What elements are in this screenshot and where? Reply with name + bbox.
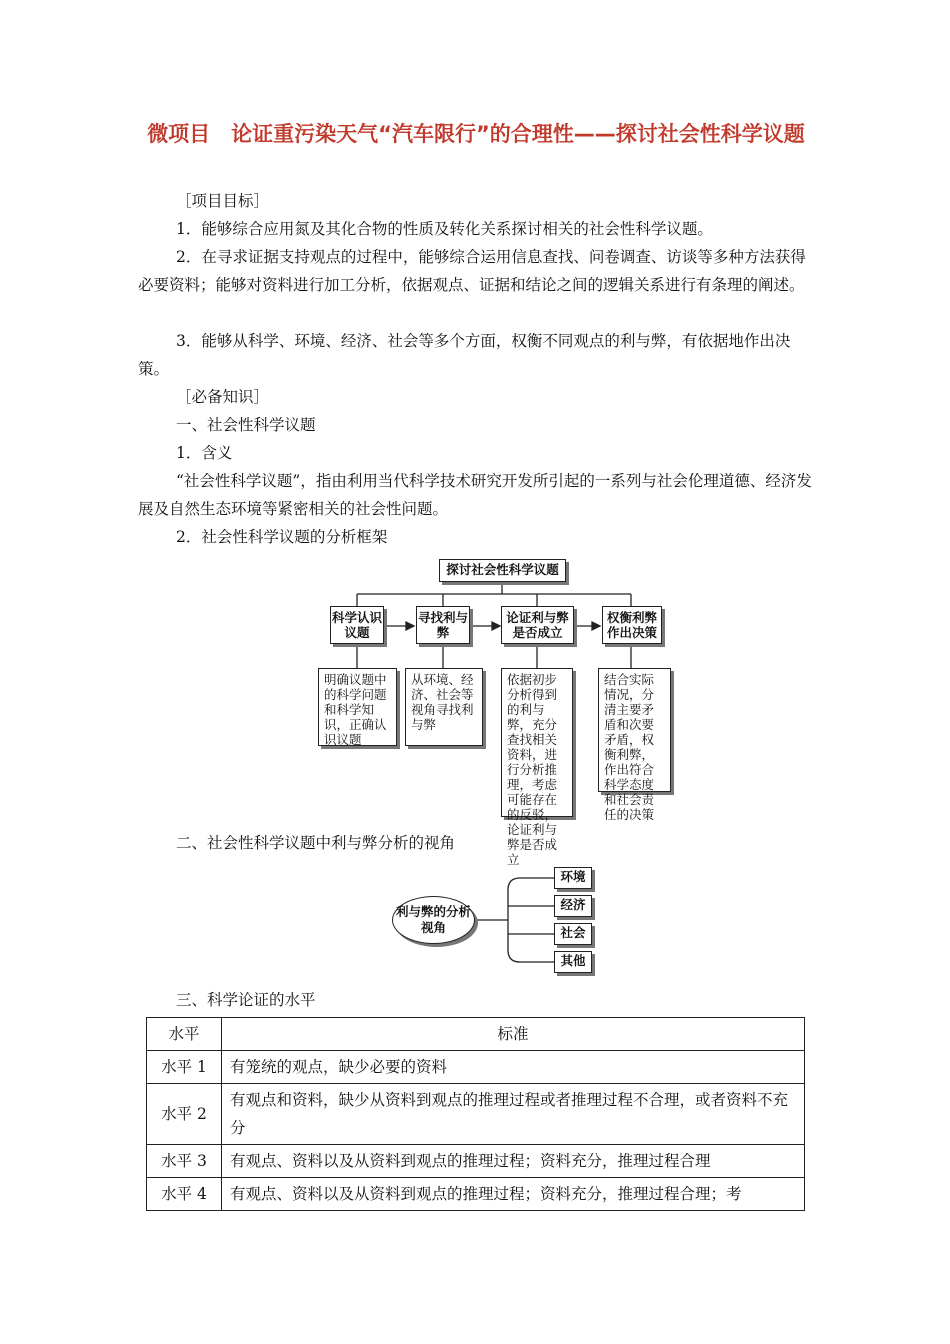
framework-root-box: 探讨社会性科学议题 bbox=[439, 559, 566, 582]
framework-detail-decide: 结合实际情况，分清主要矛盾和次要矛盾，权衡利弊，作出符合科学态度和社会责任的决策 bbox=[598, 668, 671, 792]
framework-step-argue: 论证利与弊是否成立 bbox=[501, 606, 574, 644]
framework-detail-understand: 明确议题中的科学问题和科学知识，正确认识议题 bbox=[318, 668, 397, 746]
section-3-heading: 三、科学论证的水平 bbox=[176, 991, 316, 1009]
argument-level-table bbox=[146, 1017, 805, 1211]
sub-heading-meaning: 1．含义 bbox=[176, 444, 233, 462]
table-cell-standard: 有观点、资料以及从资料到观点的推理过程；资料充分，推理过程合理 bbox=[222, 1145, 805, 1178]
definition-paragraph: “社会性科学议题”，指由利用当代科学技术研究开发所引起的一系列与社会伦理道德、经济发展及自然生态环境等紧密相关的社会性问题。 bbox=[138, 472, 812, 518]
goal-item-2: 2．在寻求证据支持观点的过程中，能够综合运用信息查找、问卷调查、访谈等多种方法获得必要资料；能够对资料进行加工分析，依据观点、证据和结论之间的逻辑关系进行有条理的阐述。 bbox=[138, 248, 806, 294]
sub-heading-framework: 2．社会性科学议题的分析框架 bbox=[176, 528, 388, 546]
section-1-heading: 一、社会性科学议题 bbox=[176, 416, 316, 434]
table-cell-standard: 有观点、资料以及从资料到观点的推理过程；资料充分，推理过程合理；考 bbox=[222, 1178, 805, 1211]
table-cell-standard: 有观点和资料，缺少从资料到观点的推理过程或者推理过程不合理，或者资料不充分 bbox=[222, 1084, 805, 1145]
knowledge-heading: ［必备知识］ bbox=[176, 388, 270, 406]
table-header-row bbox=[147, 1018, 805, 1051]
table-row bbox=[147, 1084, 805, 1145]
table-row bbox=[147, 1178, 805, 1211]
framework-step-find: 寻找利与弊 bbox=[416, 606, 470, 644]
table-cell-level: 水平 2 bbox=[147, 1084, 222, 1145]
table-header-standard: 标准 bbox=[222, 1018, 805, 1051]
table-cell-standard: 有笼统的观点，缺少必要的资料 bbox=[222, 1051, 805, 1084]
goal-item-3: 3．能够从科学、环境、经济、社会等多个方面，权衡不同观点的利与弊，有依据地作出决策。 bbox=[138, 332, 791, 378]
section-2-heading: 二、社会性科学议题中利与弊分析的视角 bbox=[176, 834, 456, 852]
table-cell-level: 水平 3 bbox=[147, 1145, 222, 1178]
framework-detail-argue: 依据初步分析得到的利与弊，充分查找相关资料，进行分析推理，考虑可能存在的反驳，论证利与弊是否成立 bbox=[501, 668, 573, 817]
table-row bbox=[147, 1051, 805, 1084]
perspective-environment: 环境 bbox=[554, 867, 592, 889]
framework-step-decide: 权衡利弊作出决策 bbox=[602, 606, 662, 644]
table-cell-level: 水平 4 bbox=[147, 1178, 222, 1211]
table-header-level: 水平 bbox=[147, 1018, 222, 1051]
perspective-center-oval: 利与弊的分析视角 bbox=[392, 896, 475, 944]
perspective-economy: 经济 bbox=[554, 895, 592, 917]
perspective-society: 社会 bbox=[554, 923, 592, 945]
page-title: 微项目 论证重污染天气“汽车限行”的合理性——探讨社会性科学议题 bbox=[147, 122, 805, 146]
framework-step-understand: 科学认识议题 bbox=[330, 606, 384, 644]
goal-heading: ［项目目标］ bbox=[176, 192, 270, 210]
goal-item-1: 1．能够综合应用氮及其化合物的性质及转化关系探讨相关的社会性科学议题。 bbox=[176, 220, 713, 238]
table-row bbox=[147, 1145, 805, 1178]
table-cell-level: 水平 1 bbox=[147, 1051, 222, 1084]
perspective-other: 其他 bbox=[554, 951, 592, 973]
framework-detail-find: 从环境、经济、社会等视角寻找利与弊 bbox=[405, 668, 483, 746]
